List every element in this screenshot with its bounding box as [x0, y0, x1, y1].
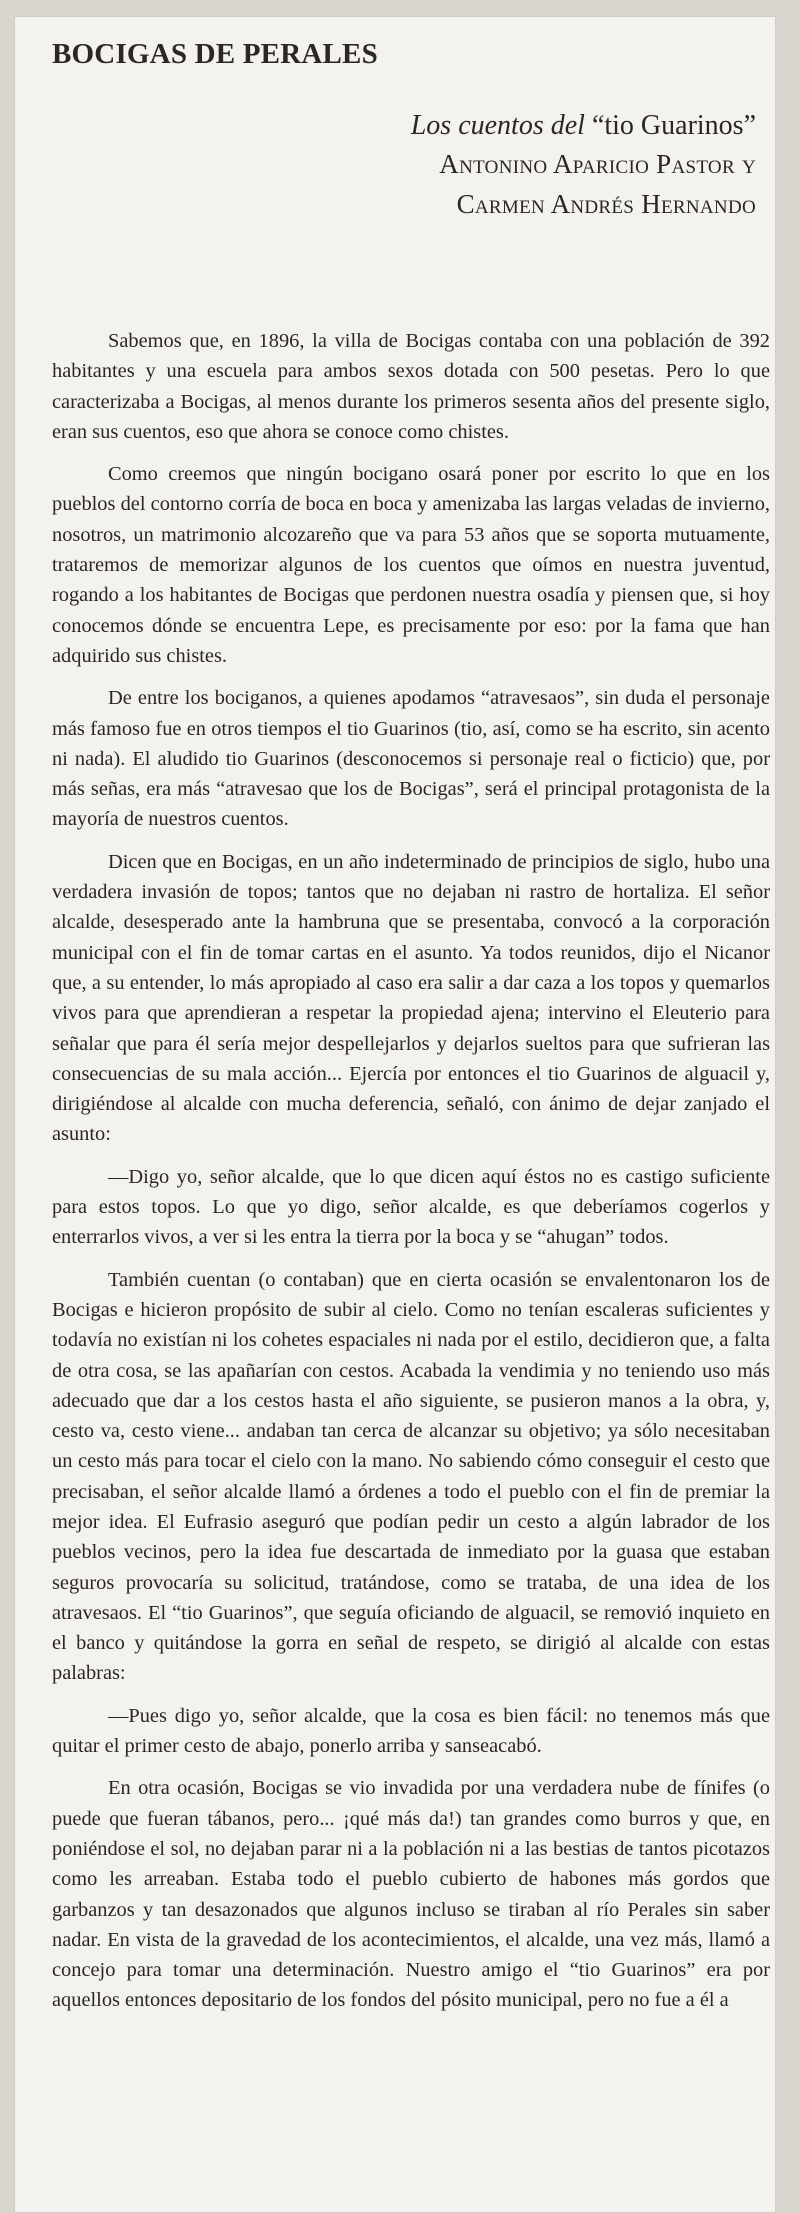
- article-title-italic: Los cuentos del: [410, 110, 585, 141]
- paragraph-3: De entre los bociganos, a quienes apodamos “atravesaos”, sin duda el personaje más famoso fue en otros tiempos el tio Guarinos (tio, así, como se ha escrito, sin acento ni nada). El aludido tio Guarinos (desconocemos si personaje real o ficticio) que, por más señas, era más “atravesao que los de Bocigas”, será el principal protagonista de la mayoría de nuestros cuentos.: [52, 687, 770, 831]
- section-title: BOCIGAS DE PERALES: [52, 38, 378, 70]
- paragraph-4: Dicen que en Bocigas, en un año indeterminado de principios de siglo, hubo una verdadera invasión de topos; tantos que no dejaban ni rastro de hortaliza. El señor alcalde, desesperado ante la hambruna que se presentaba, convocó a la corporación municipal con el fin de tomar cartas en el asunto. Ya todos reunidos, dijo el Nicanor que, a su entender, lo más apropiado al caso era salir a dar caza a los topos y quemarlos vivos para que aprendieran a respetar la propiedad ajena; intervino el Eleuterio para señalar que para él sería mejor despellejarlos y dejarlos sueltos para que sufrieran las consecuencias de su mala acción... Ejercía por entonces el tio Guarinos de alguacil y, dirigiéndose al alcalde con mucha deferencia, señaló, con ánimo de dejar zanjado el asunto:: [52, 850, 770, 1146]
- paragraph-1: Sabemos que, en 1896, la villa de Bocigas contaba con una población de 392 habitantes y una escuela para ambos sexos dotada con 500 pesetas. Pero lo que caracterizaba a Bocigas, al menos durante los primeros sesenta años del presente siglo, eran sus cuentos, eso que ahora se conoce como chistes.: [52, 330, 770, 443]
- article-header: [411, 108, 756, 224]
- author-line-2: Carmen Andrés Hernando: [456, 189, 756, 219]
- article-title: [411, 108, 756, 144]
- paragraph-2: Como creemos que ningún bocigano osará poner por escrito lo que en los pueblos del contorno corría de boca en boca y amenizaba las largas veladas de invierno, nosotros, un matrimonio alcozareño que va para 53 años que se soporta mutuamente, trataremos de memorizar algunos de los cuentos que oímos en nuestra juventud, rogando a los habitantes de Bocigas que perdonen nuestra osadía y piensen que, si hoy conocemos dónde se encuentra Lepe, es precisamente por eso: por la fama que han adquirido sus chistes.: [52, 463, 770, 667]
- article-body: [52, 326, 770, 2028]
- paragraph-6: También cuentan (o contaban) que en cierta ocasión se envalentonaron los de Bocigas e hicieron propósito de subir al cielo. Como no tenían escaleras suficientes y todavía no existían ni los cohetes espaciales ni nada por el estilo, decidieron que, a falta de otra cosa, se las apañarían con cestos. Acabada la vendimia y no teniendo uso más adecuado que dar a los cestos hasta el año siguiente, se pusieron manos a la obra, y, cesto va, cesto viene... andaban tan cerca de alcanzar su objetivo; ya sólo necesitaban un cesto más para tocar el cielo con la mano. No sabiendo cómo conseguir el cesto que precisaban, el señor alcalde llamó a órdenes a todo el pueblo con el fin de premiar la mejor idea. El Eufrasio aseguró que podían pedir un cesto a algún labrador de los pueblos vecinos, pero la idea fue descartada de inmediato por la guasa que estaban seguros provocaría su solicitud, tratándose, como se trataba, de una idea de los atravesaos. El “tio Guarinos”, que seguía oficiando de alguacil, se removió inquieto en el banco y quitándose la gorra en señal de respeto, se dirigió al alcalde con estas palabras:: [52, 1268, 770, 1685]
- author-line-1: Antonino Aparicio Pastor y: [439, 149, 756, 179]
- paragraph-7: —Pues digo yo, señor alcalde, que la cosa es bien fácil: no tenemos más que quitar el primer cesto de abajo, ponerlo arriba y sanseacabó.: [52, 1704, 770, 1758]
- document-page: [14, 16, 776, 2213]
- paragraph-5: —Digo yo, señor alcalde, que lo que dicen aquí éstos no es castigo suficiente para estos topos. Lo que yo digo, señor alcalde, es que deberíamos cogerlos y enterrarlos vivos, a ver si les entra la tierra por la boca y se “ahugan” todos.: [52, 1165, 770, 1249]
- article-title-quoted: “tio Guarinos”: [591, 110, 756, 141]
- paragraph-8: En otra ocasión, Bocigas se vio invadida por una verdadera nube de fínifes (o puede que fueran tábanos, pero... ¡qué más da!) tan grandes como burros y que, en poniéndose el sol, no dejaban parar ni a la población ni a las bestias de tantos picotazos como les arreaban. Estaba todo el pueblo cubierto de habones más gordos que garbanzos y tan desazonados que algunos incluso se tiraban al río Perales sin saber nadar. En vista de la gravedad de los acontecimientos, el alcalde, una vez más, llamó a concejo para tomar una determinación. Nuestro amigo el “tio Guarinos” era por aquellos entonces depositario de los fondos del pósito municipal, pero no fue a él a: [52, 1777, 770, 2012]
